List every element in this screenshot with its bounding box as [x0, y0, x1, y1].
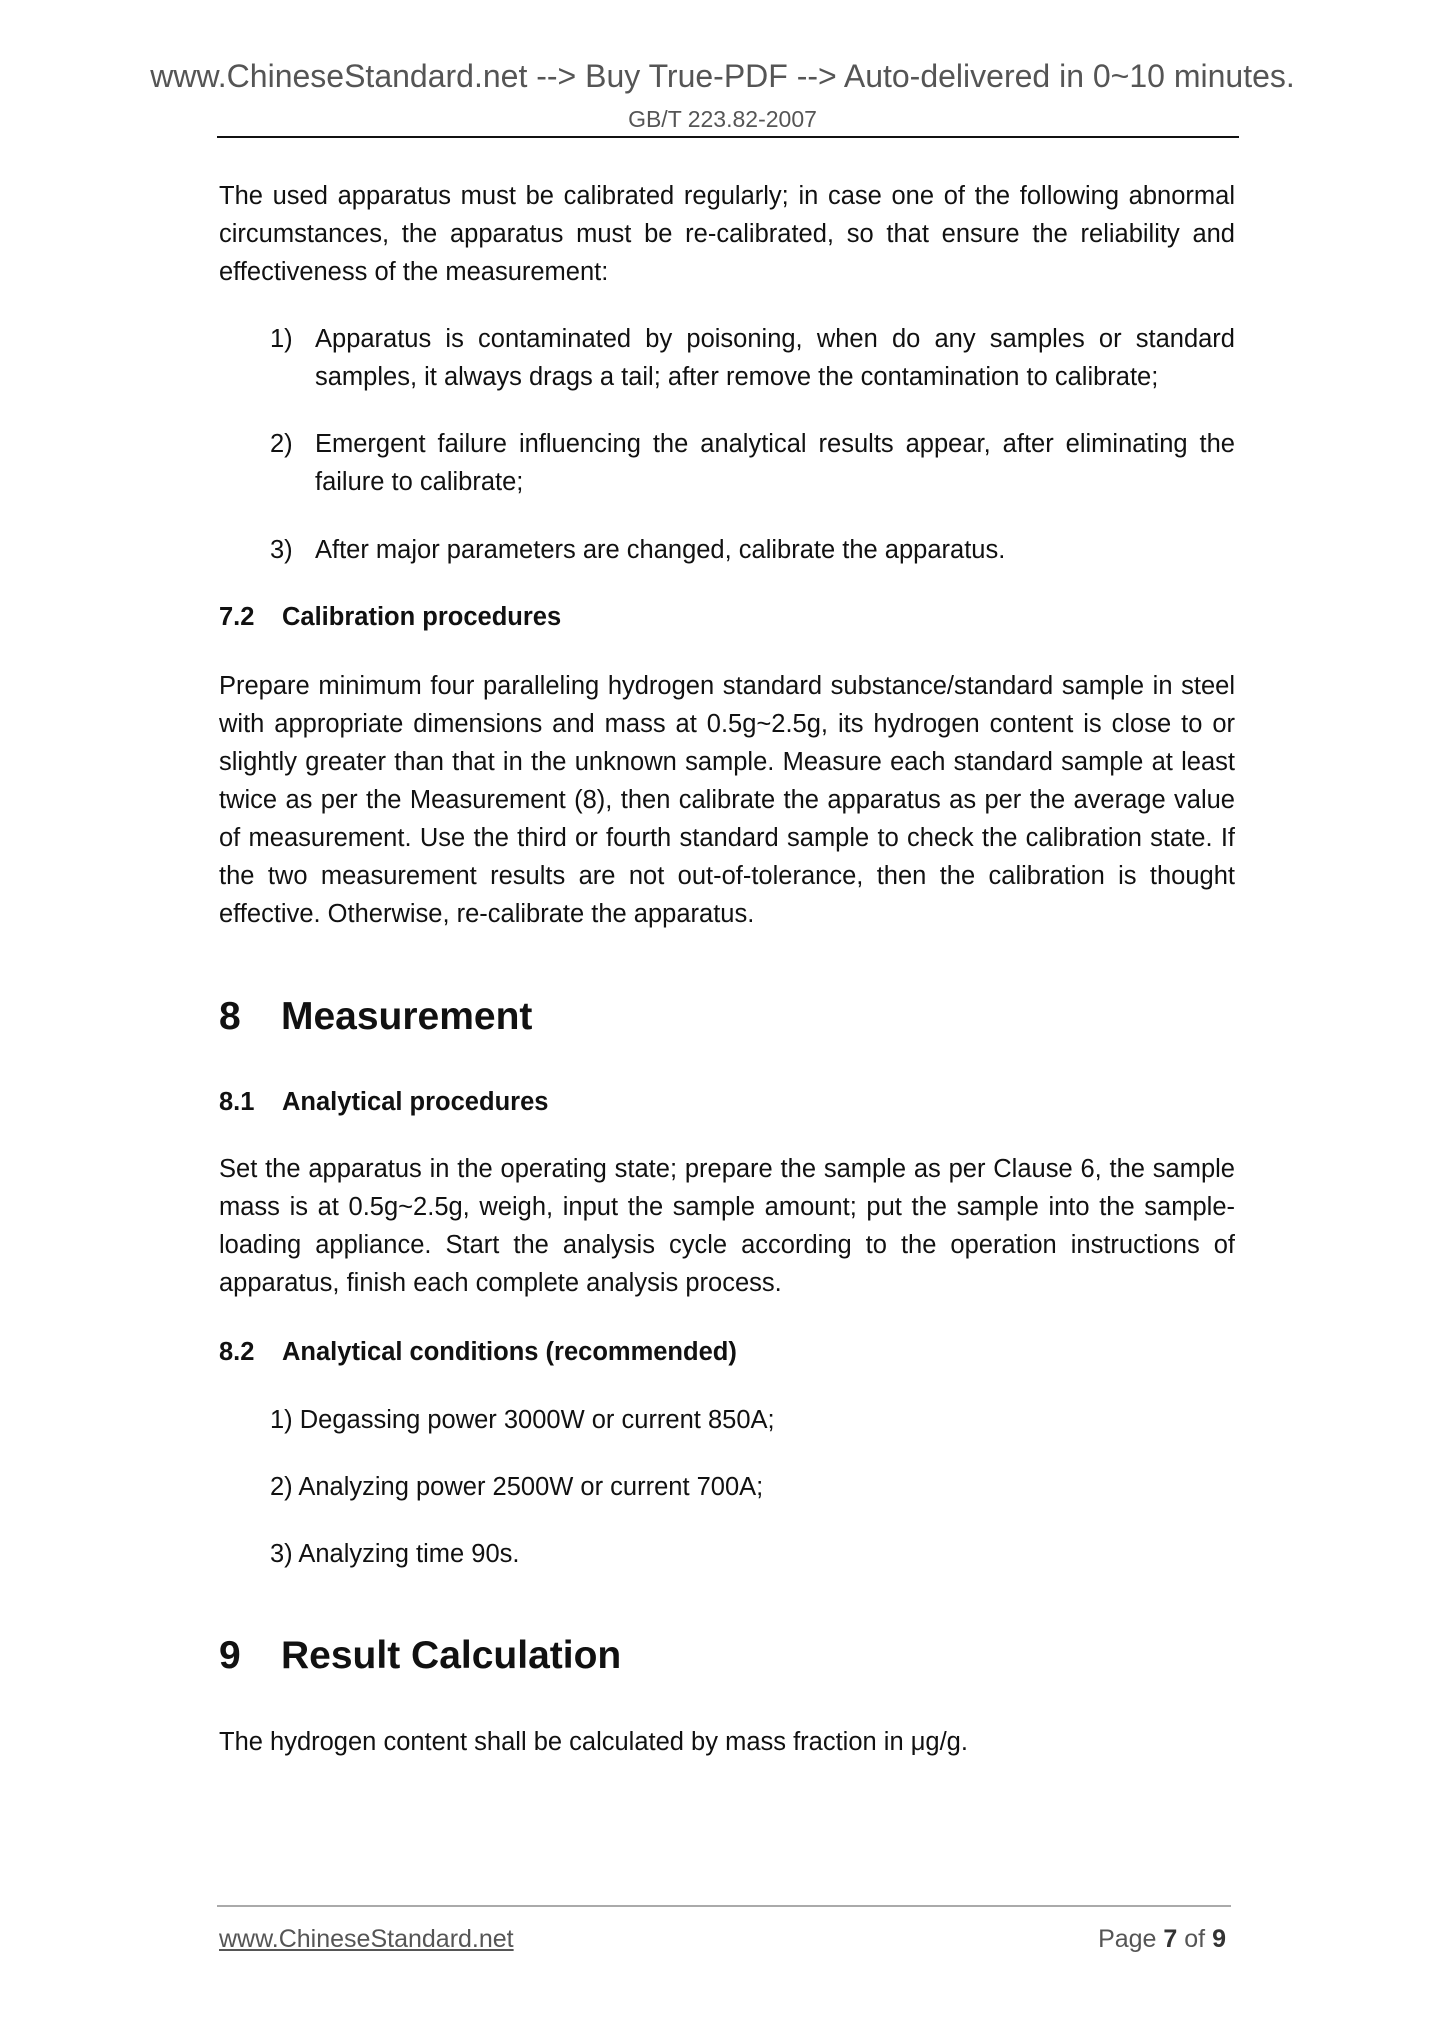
condition-item: 3) Analyzing time 90s. — [270, 1540, 520, 1568]
section-title: Analytical conditions (recommended) — [282, 1338, 737, 1366]
analytical-procedures-paragraph: Set the apparatus in the operating state; prepare the sample as per Clause 6, the sample mass is at 0.5g~2.5g, weigh, input the sample amount; put the sample into the sample-loading appliance. Start the analysis cycle according to the operation instructions of apparatus, finish each complete analysis process. — [219, 1155, 1235, 1297]
section-number: 7.2 — [219, 603, 255, 631]
intro-paragraph: The used apparatus must be calibrated regularly; in case one of the following abnormal circumstances, the apparatus must be re-calibrated, so that ensure the reliability and effectiveness of the measurement: — [219, 182, 1235, 286]
list-number: 3) — [270, 536, 293, 564]
list-item — [270, 425, 1235, 501]
section-number: 8 — [219, 995, 241, 1038]
list-item — [270, 320, 1235, 396]
list-text: After major parameters are changed, calibrate the apparatus. — [315, 536, 1006, 564]
header-banner: www.ChineseStandard.net --> Buy True-PDF --> Auto-delivered in 0~10 minutes. — [150, 58, 1295, 94]
section-heading-8-1 — [219, 1083, 548, 1121]
document-id: GB/T 223.82-2007 — [628, 106, 817, 132]
page-of-label: of — [1184, 1925, 1206, 1953]
section-number: 8.1 — [219, 1088, 255, 1116]
page-label: Page — [1098, 1925, 1157, 1953]
section-number: 8.2 — [219, 1338, 255, 1366]
section-title: Result Calculation — [281, 1634, 622, 1677]
footer-website-link[interactable]: www.ChineseStandard.net — [219, 1925, 514, 1953]
list-text: Emergent failure influencing the analytical results appear, after eliminating the failure to calibrate; — [315, 430, 1235, 496]
section-number: 9 — [219, 1634, 241, 1677]
condition-item: 2) Analyzing power 2500W or current 700A; — [270, 1473, 764, 1501]
section-title: Measurement — [281, 995, 533, 1038]
result-paragraph: The hydrogen content shall be calculated by mass fraction in μg/g. — [219, 1728, 968, 1756]
section-title: Analytical procedures — [282, 1088, 549, 1116]
section-heading-8 — [219, 992, 532, 1042]
header-divider — [217, 136, 1239, 138]
section-heading-9 — [219, 1631, 621, 1681]
total-pages: 9 — [1212, 1925, 1226, 1953]
footer-divider — [217, 1905, 1231, 1907]
list-item — [270, 531, 1235, 569]
list-number: 2) — [270, 430, 293, 458]
page-indicator — [1098, 1925, 1226, 1954]
current-page: 7 — [1163, 1925, 1178, 1953]
list-number: 1) — [270, 325, 293, 353]
condition-item: 1) Degassing power 3000W or current 850A; — [270, 1406, 775, 1434]
calibration-paragraph: Prepare minimum four paralleling hydrogen standard substance/standard sample in steel with appropriate dimensions and mass at 0.5g~2.5g, its hydrogen content is close to or slightly greater than that in the unknown sample. Measure each standard sample at least twice as per the Measurement (8), then calibrate the apparatus as per the average value of measurement. Use the third or fourth standard sample to check the calibration state. If the two measurement results are not out-of-tolerance, then the calibration is thought effective. Otherwise, re-calibrate the apparatus. — [219, 672, 1235, 928]
section-heading-7-2 — [219, 598, 561, 636]
list-text: Apparatus is contaminated by poisoning, when do any samples or standard samples, it always drags a tail; after remove the contamination to calibrate; — [315, 325, 1235, 391]
section-title: Calibration procedures — [282, 603, 562, 631]
section-heading-8-2 — [219, 1333, 737, 1371]
